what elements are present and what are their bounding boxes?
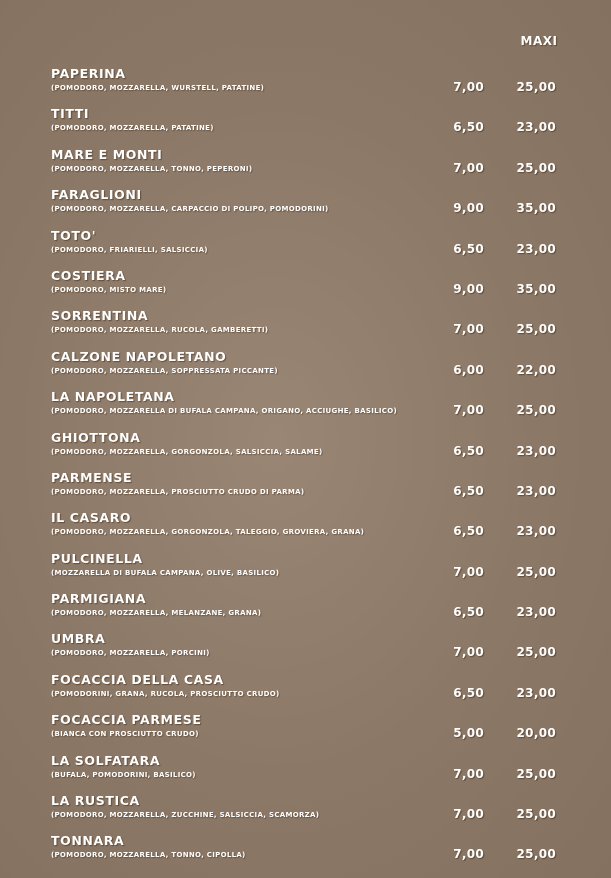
item-name: FOCACCIA PARMESE xyxy=(51,712,202,728)
item-ingredients: (POMODORO, MOZZARELLA, PATATINE) xyxy=(51,124,214,133)
item-price: 7,00 xyxy=(453,847,484,862)
item-price-maxi: 23,00 xyxy=(516,685,556,700)
item-ingredients: (POMODORO, MOZZARELLA, RUCOLA, GAMBERETTI) xyxy=(51,326,269,335)
menu-item xyxy=(0,629,611,669)
item-price: 7,00 xyxy=(453,766,484,781)
item-price: 7,00 xyxy=(453,807,484,822)
item-name: UMBRA xyxy=(51,631,106,647)
item-ingredients: (BUFALA, POMODORINI, BASILICO) xyxy=(51,770,196,779)
item-name: PARMENSE xyxy=(51,469,133,485)
item-price-maxi: 23,00 xyxy=(516,120,556,135)
item-price: 6,50 xyxy=(453,241,484,256)
item-price: 6,00 xyxy=(453,362,484,377)
menu-item xyxy=(0,589,611,629)
item-price: 7,00 xyxy=(453,645,484,660)
item-price-maxi: 25,00 xyxy=(516,322,556,337)
item-price: 9,00 xyxy=(453,281,484,296)
item-price: 5,00 xyxy=(453,726,484,741)
item-ingredients: (POMODORO, MOZZARELLA, MELANZANE, GRANA) xyxy=(51,609,262,618)
item-ingredients: (BIANCA CON PROSCIUTTO CRUDO) xyxy=(51,730,199,739)
item-price-maxi: 25,00 xyxy=(516,403,556,418)
menu-item xyxy=(0,145,611,185)
item-price: 7,00 xyxy=(453,564,484,579)
item-ingredients: (POMODORO, MOZZARELLA, TONNO, PEPERONI) xyxy=(51,164,253,173)
menu-item xyxy=(0,104,611,144)
item-ingredients: (POMODORO, MOZZARELLA, SOPPRESSATA PICCANTE) xyxy=(51,366,278,375)
item-price-maxi: 25,00 xyxy=(516,807,556,822)
menu-item xyxy=(0,185,611,225)
item-name: LA SOLFATARA xyxy=(51,752,161,768)
item-ingredients: (POMODORO, MOZZARELLA, PROSCIUTTO CRUDO DI PARMA) xyxy=(51,487,305,496)
menu-item xyxy=(0,64,611,104)
item-name: SORRENTINA xyxy=(51,308,149,324)
menu-item xyxy=(0,710,611,750)
maxi-column-header: MAXI xyxy=(520,34,558,48)
item-name: COSTIERA xyxy=(51,267,126,283)
item-price-maxi: 35,00 xyxy=(516,201,556,216)
menu-item xyxy=(0,266,611,306)
menu-item-list xyxy=(0,64,611,872)
menu-item xyxy=(0,347,611,387)
item-price-maxi: 25,00 xyxy=(516,564,556,579)
item-price-maxi: 23,00 xyxy=(516,443,556,458)
item-price-maxi: 25,00 xyxy=(516,645,556,660)
item-price: 6,50 xyxy=(453,605,484,620)
item-name: FARAGLIONI xyxy=(51,187,142,203)
item-price: 6,50 xyxy=(453,443,484,458)
item-name: MARE E MONTI xyxy=(51,146,163,162)
menu-item xyxy=(0,226,611,266)
item-price-maxi: 22,00 xyxy=(516,362,556,377)
item-price-maxi: 23,00 xyxy=(516,241,556,256)
item-ingredients: (POMODORO, MOZZARELLA, TONNO, CIPOLLA) xyxy=(51,851,246,860)
item-ingredients: (POMODORO, MOZZARELLA DI BUFALA CAMPANA, ORIGANO, ACCIUGHE, BASILICO) xyxy=(51,407,397,416)
item-price-maxi: 25,00 xyxy=(516,847,556,862)
item-ingredients: (POMODORO, MOZZARELLA, GORGONZOLA, TALEGGIO, GROVIERA, GRANA) xyxy=(51,528,365,537)
item-ingredients: (POMODORO, MOZZARELLA, ZUCCHINE, SALSICCIA, SCAMORZA) xyxy=(51,811,320,820)
item-price: 7,00 xyxy=(453,403,484,418)
item-name: FOCACCIA DELLA CASA xyxy=(51,671,224,687)
item-price-maxi: 35,00 xyxy=(516,281,556,296)
item-price-maxi: 25,00 xyxy=(516,160,556,175)
item-name: PAPERINA xyxy=(51,66,126,81)
item-ingredients: (POMODORINI, GRANA, RUCOLA, PROSCIUTTO CRUDO) xyxy=(51,689,280,698)
item-name: PARMIGIANA xyxy=(51,591,147,607)
item-price-maxi: 20,00 xyxy=(516,726,556,741)
item-ingredients: (POMODORO, FRIARIELLI, SALSICCIA) xyxy=(51,245,208,254)
menu-item xyxy=(0,549,611,589)
item-price: 6,50 xyxy=(453,685,484,700)
menu-item xyxy=(0,387,611,427)
item-ingredients: (POMODORO, MISTO MARE) xyxy=(51,285,167,294)
item-name: TONNARA xyxy=(51,833,125,849)
item-ingredients: (POMODORO, MOZZARELLA, CARPACCIO DI POLIPO, POMODORINI) xyxy=(51,205,329,214)
item-name: LA NAPOLETANA xyxy=(51,389,175,405)
item-name: CALZONE NAPOLETANO xyxy=(51,348,227,364)
item-name: TITTI xyxy=(51,106,90,122)
item-ingredients: (MOZZARELLA DI BUFALA CAMPANA, OLIVE, BASILICO) xyxy=(51,568,280,577)
item-price-maxi: 23,00 xyxy=(516,524,556,539)
item-ingredients: (POMODORO, MOZZARELLA, GORGONZOLA, SALSICCIA, SALAME) xyxy=(51,447,323,456)
item-price: 7,00 xyxy=(453,80,484,94)
item-name: TOTO' xyxy=(51,227,97,243)
item-price-maxi: 23,00 xyxy=(516,605,556,620)
item-ingredients: (POMODORO, MOZZARELLA, WURSTELL, PATATINE) xyxy=(51,84,265,92)
menu-item xyxy=(0,428,611,468)
item-price: 7,00 xyxy=(453,322,484,337)
menu-item xyxy=(0,508,611,548)
menu-item xyxy=(0,306,611,346)
item-price-maxi: 25,00 xyxy=(516,766,556,781)
item-name: IL CASARO xyxy=(51,510,132,526)
item-price: 6,50 xyxy=(453,483,484,498)
item-price: 6,50 xyxy=(453,524,484,539)
menu-item xyxy=(0,468,611,508)
menu-item xyxy=(0,751,611,791)
item-price-maxi: 23,00 xyxy=(516,483,556,498)
menu-item xyxy=(0,831,611,871)
menu-item xyxy=(0,670,611,710)
menu-item xyxy=(0,791,611,831)
item-price: 9,00 xyxy=(453,201,484,216)
item-name: LA RUSTICA xyxy=(51,793,140,809)
item-price: 7,00 xyxy=(453,160,484,175)
item-name: GHIOTTONA xyxy=(51,429,141,445)
item-name: PULCINELLA xyxy=(51,550,143,566)
item-price-maxi: 25,00 xyxy=(516,80,556,94)
item-ingredients: (POMODORO, MOZZARELLA, PORCINI) xyxy=(51,649,210,658)
item-price: 6,50 xyxy=(453,120,484,135)
